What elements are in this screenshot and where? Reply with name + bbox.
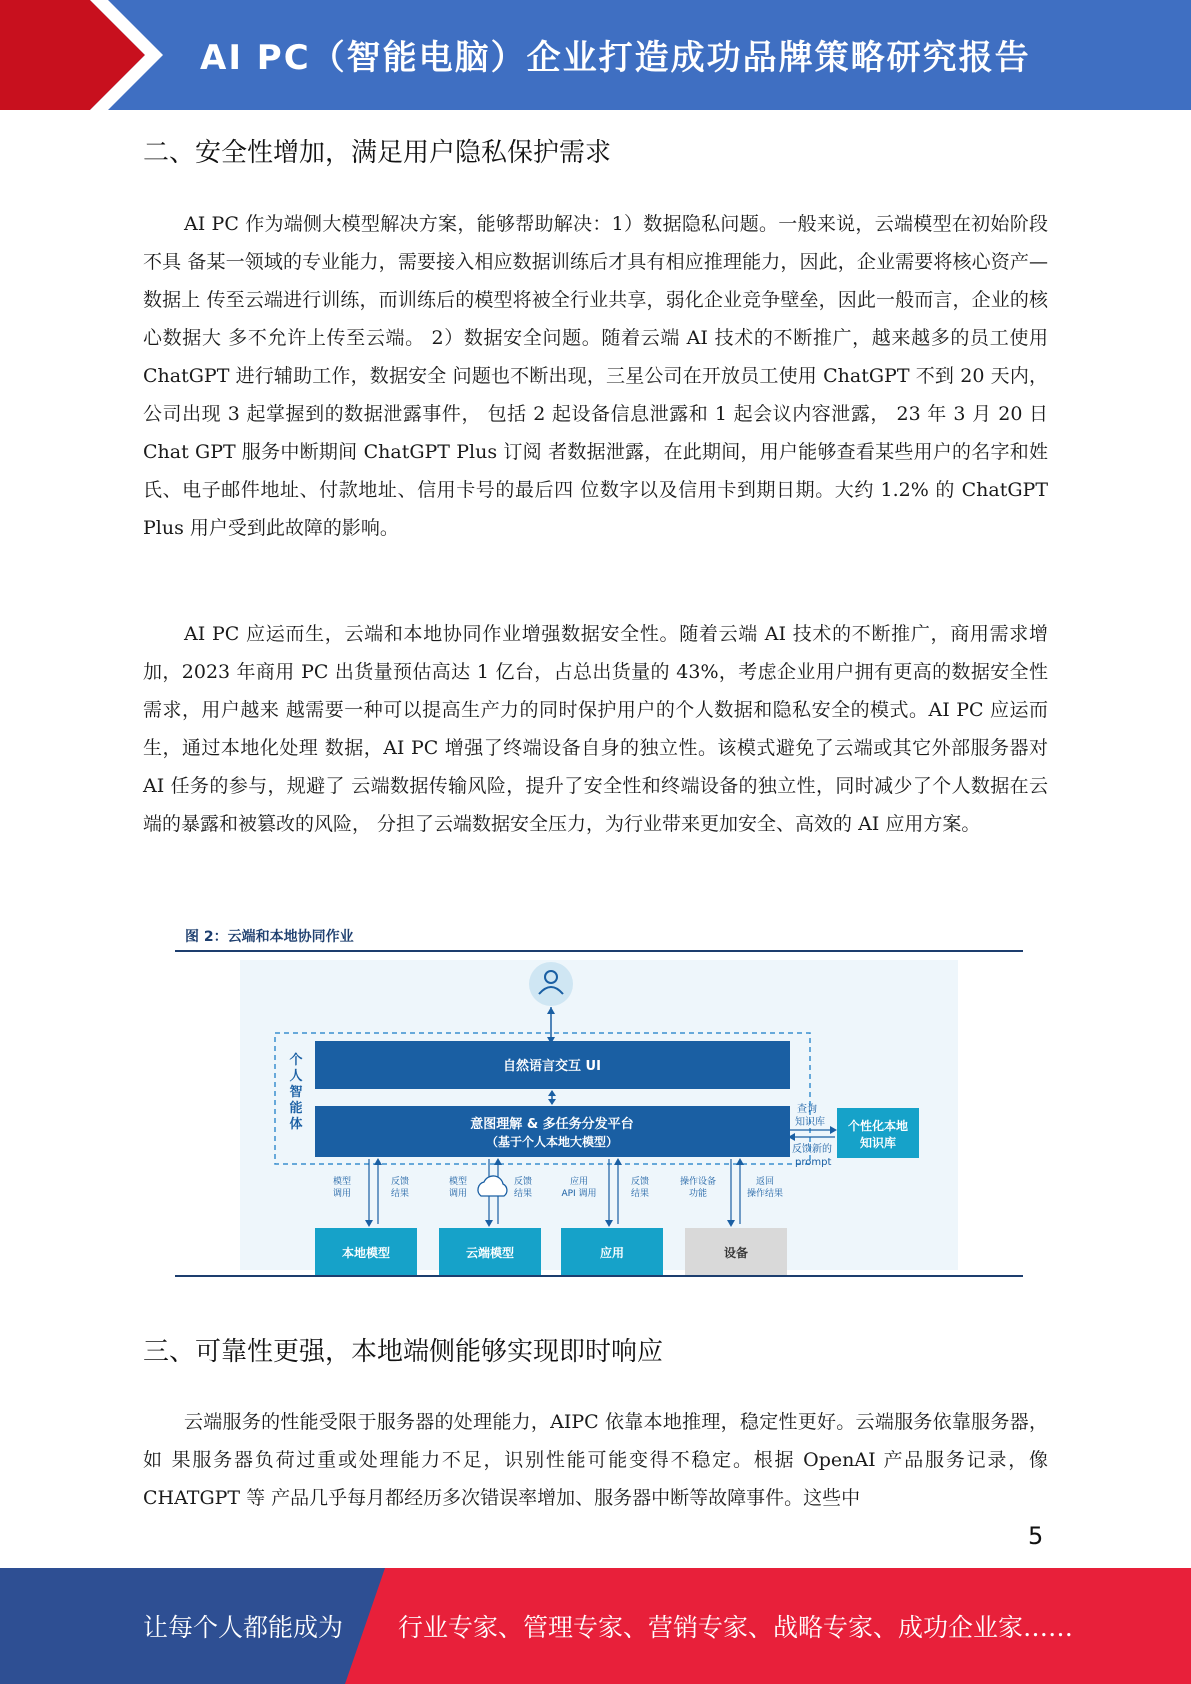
arrow-label: 反馈 [630, 1177, 650, 1187]
footer-slogan-right: 行业专家、管理专家、营销专家、战略专家、成功企业家…… [398, 1613, 1074, 1642]
arrow-label: 模型 [332, 1177, 352, 1187]
section-heading-reliability: 三、可靠性更强，本地端侧能够实现即时响应 [143, 1337, 664, 1367]
figure-caption: 图 2：云端和本地协同作业 [185, 929, 354, 945]
box-label: 本地模型 [341, 1246, 391, 1260]
arrow-label: 操作结果 [746, 1189, 784, 1199]
agent-label-char: 能 [289, 1101, 303, 1116]
figure-cloud-local-collaboration [175, 922, 1023, 1278]
arrow-label: 模型 [448, 1177, 468, 1187]
arrow-label: 结果 [390, 1189, 410, 1199]
box-label: 云端模型 [465, 1246, 515, 1260]
nl-ui-label: 自然语言交互 UI [503, 1059, 601, 1074]
query-label: 查询 [797, 1104, 817, 1115]
kb-label: 知识库 [859, 1136, 897, 1150]
paragraph: 云端服务的性能受限于服务器的处理能力，AIPC 依靠本地推理，稳定性更好。云端服务依靠服务器，如 果服务器负荷过重或处理能力不足，识别性能可能变得不稳定。根据 OpenAI 产品服务记录，像 CHATGPT 等 产品几乎每月都经历多次错误率增加、服务器中断等故障事件。这些中 [143, 1411, 1048, 1509]
arrow-label: 功能 [688, 1189, 708, 1199]
arrow-label: API 调用 [561, 1189, 597, 1199]
arrow-label: 结果 [630, 1189, 650, 1199]
agent-label-char: 体 [289, 1117, 303, 1132]
arrow-label: 应用 [569, 1177, 589, 1187]
arrow-label: 操作设备 [679, 1177, 717, 1187]
agent-label-char: 智 [289, 1085, 303, 1100]
agent-label-char: 人 [289, 1069, 303, 1084]
section-heading-security: 二、安全性增加，满足用户隐私保护需求 [143, 138, 612, 168]
paragraph: AI PC 应运而生，云端和本地协同作业增强数据安全性。随着云端 AI 技术的不断推广，商用需求增加，2023 年商用 PC 出货量预估高达 1 亿台，占总出货量的 43%，考虑企业用户拥有更高的数据安全性需求，用户越来 越需要一种可以提高生产力的同时保护用户的个人数据和隐私安全的模式。AI PC 应运而生，通过本地化处理 数据，AI PC 增强了终端设备自身的独立性。该模式避免了云端或其它外部服务器对 AI 任务的参与，规避了 云端数据传输风险，提升了安全性和终端设备的独立性，同时减少了个人数据在云端的暴露和被篡改的风险， 分担了云端数据安全压力，为行业带来更加安全、高效的 AI 应用方案。 [143, 623, 1048, 835]
arrow-label: 返回 [755, 1177, 775, 1187]
kb-label: 个性化本地 [847, 1119, 909, 1133]
figure-bottom-rule [175, 1275, 1023, 1277]
box-label: 设备 [723, 1246, 749, 1260]
arrow-label: 调用 [332, 1189, 352, 1199]
feedback-label: 反馈新的 [792, 1144, 832, 1155]
arrow-label: 反馈 [390, 1177, 410, 1187]
page-number: 5 [1028, 1522, 1044, 1550]
collaboration-diagram [175, 952, 1023, 1275]
page-header [0, 0, 1191, 110]
agent-label-char: 个 [289, 1053, 303, 1068]
platform-sublabel: （基于个人本地大模型） [485, 1135, 619, 1149]
paragraph: AI PC 作为端侧大模型解决方案，能够帮助解决：1）数据隐私问题。一般来说，云端模型在初始阶段不具 备某一领域的专业能力，需要接入相应数据训练后才具有相应推理能力，因此，企业需要将核心资产—数据上 传至云端进行训练，而训练后的模型将被全行业共享，弱化企业竞争壁垒，因此一般而言，企业的核心数据大 多不允许上传至云端。 2）数据安全问题。随着云端 AI 技术的不断推广，越来越多的员工使用 ChatGPT 进行辅助工作，数据安全 问题也不断出现，三星公司在开放员工使用 ChatGPT 不到 20 天内，公司出现 3 起掌握到的数据泄露事件， 包括 2 起设备信息泄露和 1 起会议内容泄露， 23 年 3 月 20 日 Chat GPT 服务中断期间 ChatGPT Plus 订阅 者数据泄露，在此期间，用户能够查看某些用户的名字和姓氏、电子邮件地址、付款地址、信用卡号的最后四 位数字以及信用卡到期日期。大约 1.2% 的 ChatGPT Plus 用户受到此故障的影响。 [143, 213, 1048, 539]
platform-label: 意图理解 & 多任务分发平台 [470, 1117, 634, 1132]
footer-slogan-left: 让每个人都能成为 [143, 1613, 344, 1642]
box-label: 应用 [599, 1246, 625, 1260]
arrow-label: 结果 [513, 1189, 533, 1199]
report-title: AI PC（智能电脑）企业打造成功品牌策略研究报告 [200, 38, 1031, 78]
page-footer [0, 1568, 1191, 1684]
arrow-label: 调用 [448, 1189, 468, 1199]
user-icon [529, 962, 573, 1006]
knowledge-base-box [837, 1108, 919, 1158]
arrow-label: 反馈 [513, 1177, 533, 1187]
feedback-label: prompt [795, 1157, 832, 1168]
query-label: 知识库 [795, 1117, 825, 1128]
